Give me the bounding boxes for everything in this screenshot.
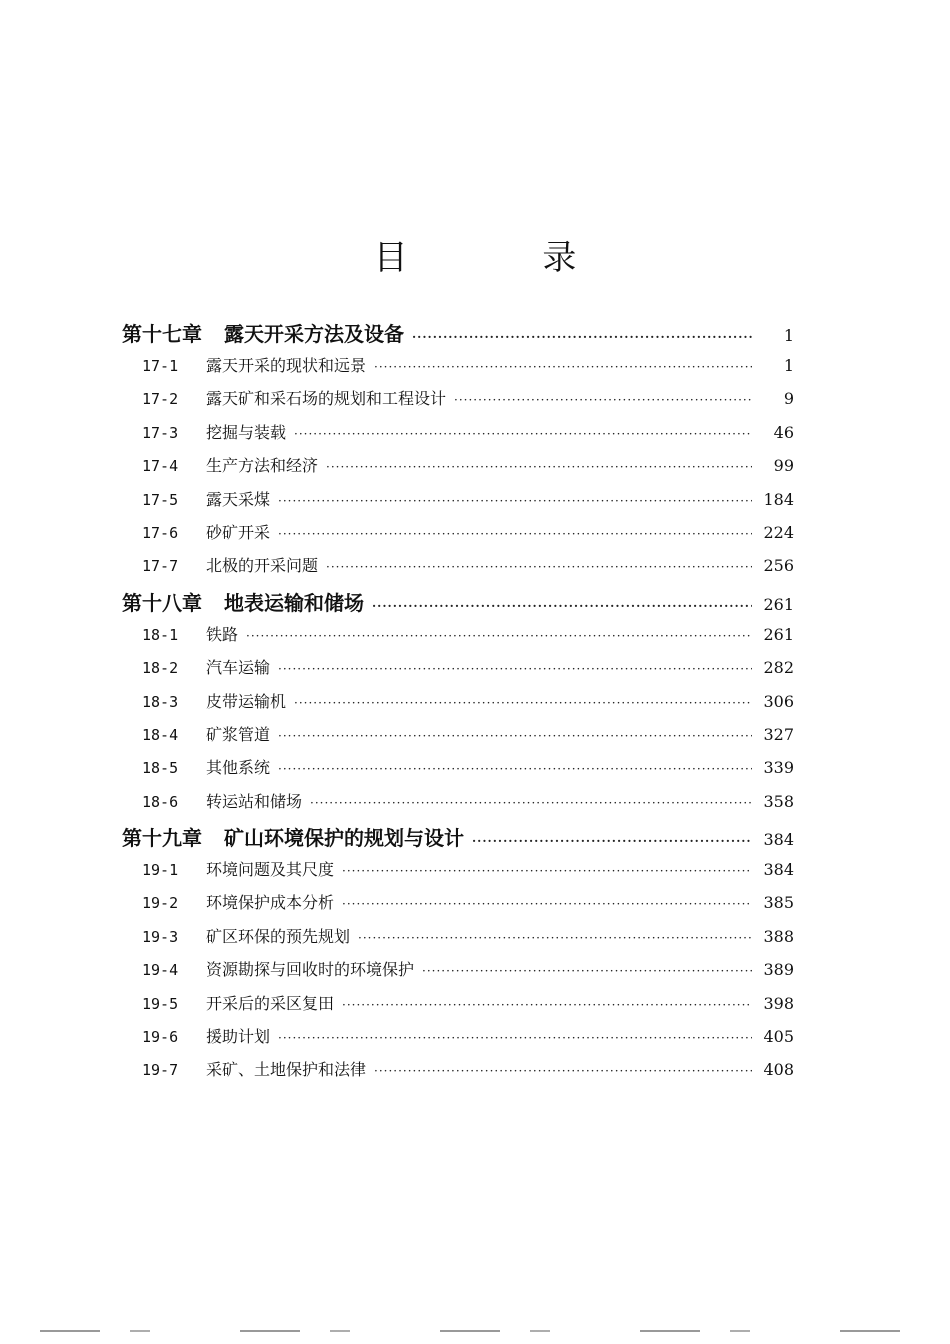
section-number: 19-3 — [142, 927, 179, 946]
page-number: 306 — [763, 691, 794, 711]
leader-dots — [278, 1031, 752, 1045]
section-number: 18-1 — [142, 625, 179, 644]
section-entry[interactable] — [122, 689, 794, 722]
section-number: 19-1 — [142, 861, 179, 880]
section-entry[interactable] — [122, 755, 794, 788]
section-title: 露天开采的现状和远景 — [206, 356, 367, 375]
leader-dots — [412, 330, 752, 344]
page-number: 384 — [763, 860, 794, 880]
section-number: 19-7 — [142, 1061, 179, 1080]
section-title: 环境保护成本分析 — [206, 893, 335, 913]
section-number: 17-2 — [142, 390, 179, 409]
leader-dots — [278, 729, 752, 743]
section-number: 18-6 — [142, 792, 179, 811]
leader-dots — [294, 696, 752, 710]
section-title: 采矿、土地保护和法律 — [206, 1060, 367, 1080]
page-number: 384 — [763, 830, 794, 850]
section-number: 17-7 — [142, 557, 179, 576]
section-entry[interactable] — [122, 487, 794, 520]
section-number: 17-5 — [142, 490, 179, 509]
section-title: 露天矿和采石场的规划和工程设计 — [206, 389, 447, 409]
section-number: 17-3 — [142, 423, 179, 442]
section-entry[interactable] — [122, 622, 794, 655]
section-entry[interactable] — [122, 420, 794, 453]
page-number: 327 — [763, 724, 794, 744]
chapter-number: 第十九章 — [122, 826, 202, 851]
section-entry[interactable] — [122, 991, 794, 1024]
leader-dots — [472, 834, 752, 848]
page-number: 358 — [763, 791, 794, 811]
page-number: 405 — [763, 1027, 794, 1047]
section-number: 19-2 — [142, 894, 179, 913]
section-number: 17-6 — [142, 523, 179, 542]
leader-dots — [294, 427, 752, 441]
section-entry[interactable] — [122, 553, 794, 586]
section-entry[interactable] — [122, 722, 794, 755]
page-number: 398 — [763, 993, 794, 1013]
leader-dots — [326, 460, 752, 474]
section-title: 资源勘探与回收时的环境保护 — [206, 960, 415, 980]
section-entry[interactable] — [122, 789, 794, 822]
leader-dots — [374, 360, 752, 374]
section-entry[interactable] — [122, 453, 794, 486]
section-entry[interactable] — [122, 924, 794, 957]
section-entry[interactable] — [122, 957, 794, 990]
leader-dots — [278, 762, 752, 776]
section-title: 挖掘与装载 — [206, 422, 287, 442]
section-title: 矿浆管道 — [206, 724, 271, 744]
leader-dots — [422, 964, 752, 978]
leader-dots — [372, 599, 752, 613]
page-number: 256 — [763, 556, 794, 576]
section-title: 露天采煤 — [206, 489, 271, 509]
section-title: 援助计划 — [206, 1027, 271, 1047]
page-number: 385 — [763, 893, 794, 913]
leader-dots — [374, 1064, 752, 1078]
section-title: 北极的开采问题 — [206, 556, 319, 576]
section-title: 环境问题及其尺度 — [206, 860, 335, 880]
chapter-number: 第十七章 — [122, 322, 202, 346]
leader-dots — [342, 897, 752, 911]
section-entry[interactable] — [122, 386, 794, 419]
leader-dots — [278, 662, 752, 676]
page-number: 261 — [763, 594, 794, 614]
section-number: 18-3 — [142, 692, 179, 711]
leader-dots — [342, 998, 752, 1012]
section-entry[interactable] — [122, 890, 794, 923]
leader-dots — [358, 931, 752, 945]
section-entry[interactable] — [122, 1024, 794, 1057]
page-number: 408 — [763, 1060, 794, 1080]
chapter-title: 矿山环境保护的规划与设计 — [224, 826, 464, 851]
section-entry[interactable] — [122, 520, 794, 553]
leader-dots — [278, 527, 752, 541]
section-number: 19-5 — [142, 994, 179, 1013]
section-entry[interactable] — [122, 353, 794, 386]
section-title: 转运站和储场 — [206, 791, 303, 811]
page-number: 389 — [763, 960, 794, 980]
page-number: 339 — [763, 758, 794, 778]
page-number: 282 — [763, 658, 794, 678]
section-number: 19-4 — [142, 961, 179, 980]
leader-dots — [454, 393, 752, 407]
chapter-title: 地表运输和储场 — [224, 590, 364, 615]
leader-dots — [278, 494, 752, 508]
page-number: 99 — [773, 456, 794, 476]
section-number: 17-4 — [142, 457, 179, 476]
section-number: 18-2 — [142, 659, 179, 678]
chapter-number: 第十八章 — [122, 590, 202, 615]
section-title: 生产方法和经济 — [206, 456, 319, 476]
leader-dots — [342, 864, 752, 878]
page-number: 1 — [783, 356, 794, 375]
page-number: 46 — [773, 422, 794, 442]
section-title: 开采后的采区复田 — [206, 993, 335, 1013]
page-title: 目 录 — [373, 238, 639, 278]
leader-dots — [310, 796, 752, 810]
section-entry[interactable] — [122, 1057, 794, 1090]
page-number: 261 — [763, 624, 794, 644]
chapter-entry[interactable] — [122, 587, 794, 622]
section-title: 汽车运输 — [206, 658, 271, 678]
section-title: 砂矿开采 — [206, 522, 271, 542]
chapter-entry[interactable] — [122, 822, 794, 857]
scan-artifact-line — [40, 1330, 900, 1332]
section-number: 18-5 — [142, 759, 179, 778]
section-title: 铁路 — [206, 624, 239, 644]
section-title: 其他系统 — [206, 758, 271, 778]
section-number: 17-1 — [142, 357, 179, 375]
page-number: 1 — [783, 326, 794, 345]
chapter-title: 露天开采方法及设备 — [224, 322, 404, 346]
leader-dots — [246, 629, 752, 643]
section-number: 18-4 — [142, 725, 179, 744]
section-entry[interactable] — [122, 857, 794, 890]
section-number: 19-6 — [142, 1028, 179, 1047]
chapter-entry[interactable] — [122, 318, 794, 353]
section-title: 矿区环保的预先规划 — [206, 926, 351, 946]
page-number: 388 — [763, 926, 794, 946]
page-number: 9 — [783, 389, 794, 409]
leader-dots — [326, 560, 752, 574]
page-number: 184 — [763, 489, 794, 509]
section-entry[interactable] — [122, 655, 794, 688]
table-of-contents — [122, 318, 794, 1091]
section-title: 皮带运输机 — [206, 691, 287, 711]
page-number: 224 — [763, 522, 794, 542]
